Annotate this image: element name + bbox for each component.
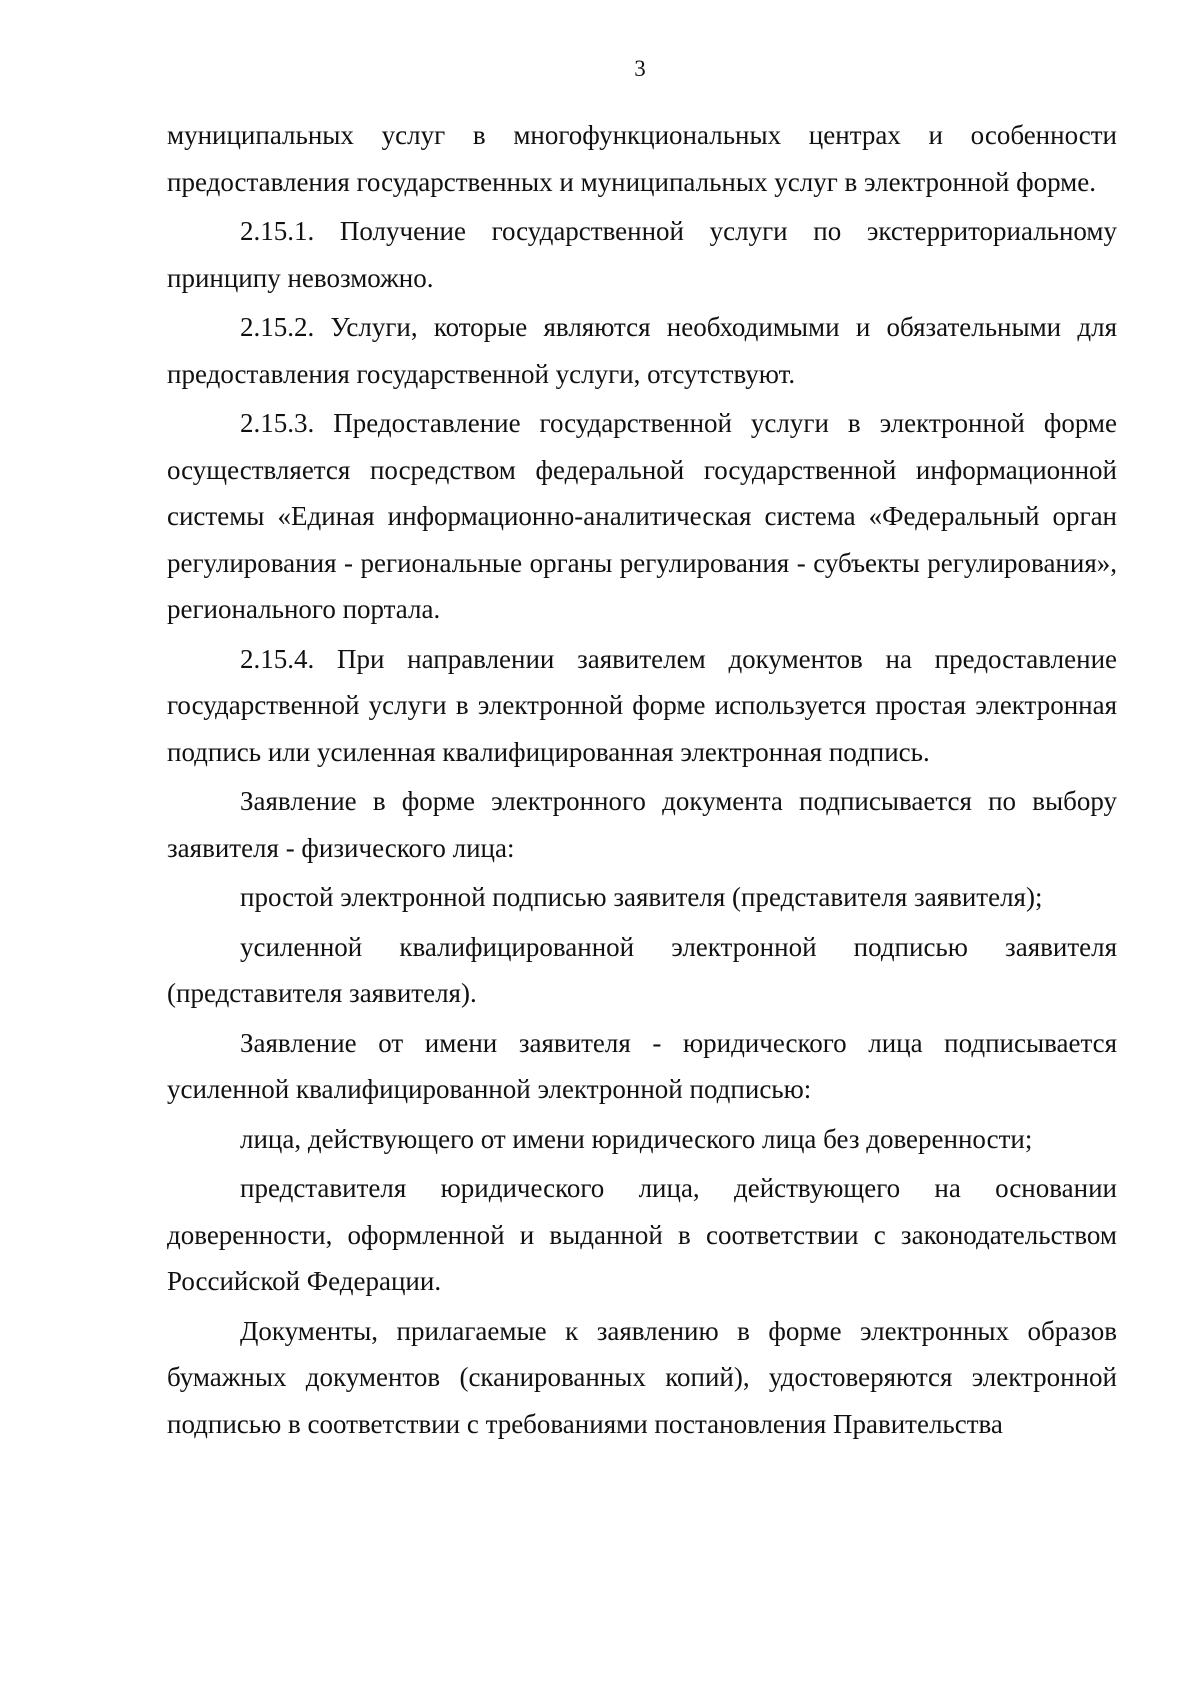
paragraph-individual-signature: Заявление в форме электронного документа подписывается по выбору заявителя - физического лица: (167, 786, 1117, 863)
paragraph-attached-documents: Документы, прилагаемые к заявлению в форме электронных образов бумажных документов (сканированных копий), удостоверяются электронной подписью в соответствии с требованиями постановления Правительства (167, 1315, 1117, 1439)
paragraph-continuation: муниципальных услуг в многофункциональных центрах и особенности предоставления государственных и муниципальных услуг в электронной форме. (167, 120, 1117, 197)
list-item-simple-signature: простой электронной подписью заявителя (представителя заявителя); (240, 882, 1043, 912)
list-item-without-power-of-attorney: лица, действующего от имени юридического лица без доверенности; (240, 1123, 1033, 1154)
paragraph-2-15-4: 2.15.4. При направлении заявителем документов на предоставление государственной услуги в электронной форме используется простая электронная подпись или усиленная квалифицированная электронная подпись. (167, 643, 1117, 767)
paragraph-2-15-1: 2.15.1. Получение государственной услуги по экстерриториальному принципу невозможно. (167, 216, 1117, 293)
list-item-representative: представителя юридического лица, действующего на основании доверенности, оформленной и выданной в соответствии с законодательством Российской Федерации. (167, 1173, 1117, 1296)
paragraph-2-15-3: 2.15.3. Предоставление государственной услуги в электронной форме осуществляется посредством федеральной государственной информационной системы «Единая информационно-аналитическая система «Федеральный орган регулирования - региональные органы регулирования - субъекты регулирования», регионального портала. (167, 408, 1117, 624)
paragraph-legal-entity-signature: Заявление от имени заявителя - юридического лица подписывается усиленной квалифицированной электронной подписью: (167, 1027, 1117, 1104)
paragraph-2-15-2: 2.15.2. Услуги, которые являются необходимыми и обязательными для предоставления государственной услуги, отсутствуют. (167, 312, 1117, 389)
page-number: 3 (634, 56, 646, 81)
document-body (167, 112, 1117, 1450)
list-item-qualified-signature: усиленной квалифицированной электронной подписью заявителя (представителя заявителя). (167, 931, 1117, 1008)
